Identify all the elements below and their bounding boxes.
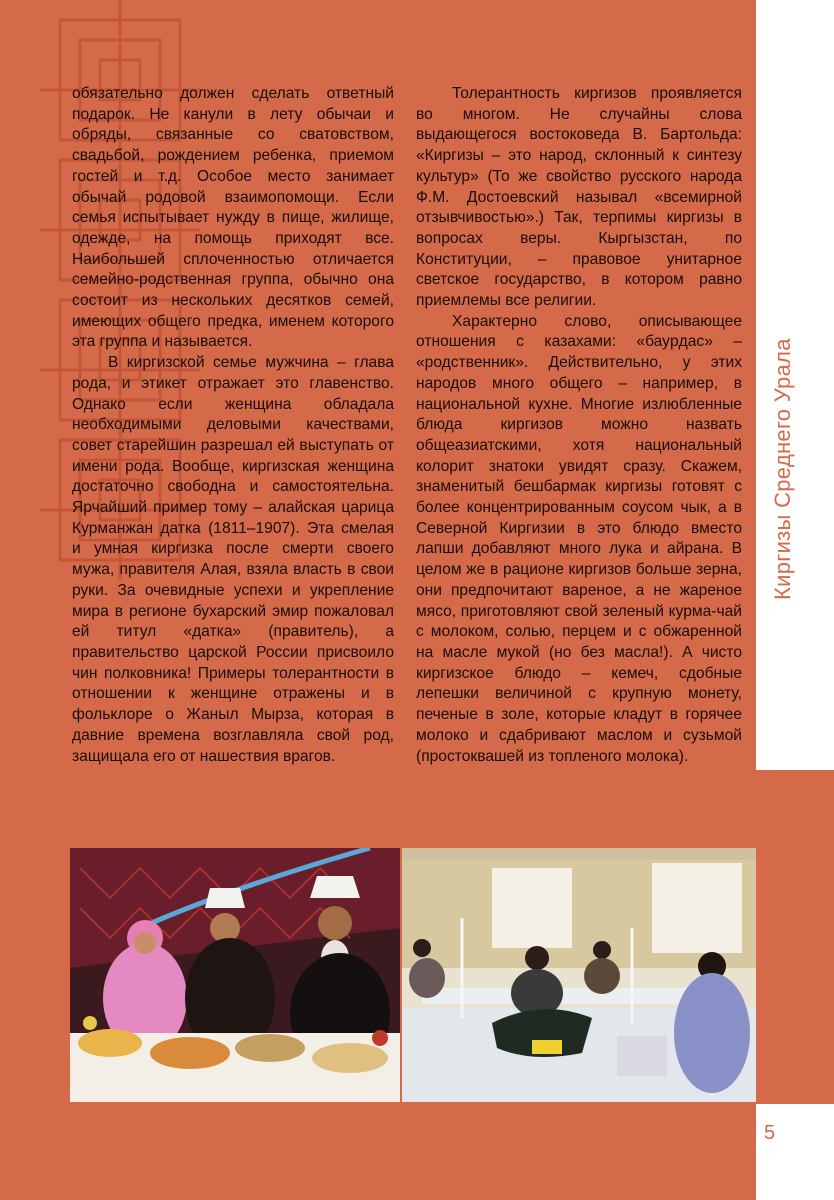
right-text-column [416,84,742,767]
side-title: Киргизы Среднего Урала [770,338,795,600]
footer-band [756,1104,834,1200]
page-number: 5 [764,1122,776,1144]
paragraph: Характерно слово, описывающее отношения с казахами: «бауpдас» – «родственник». Действительно, у этих народов много общего – например, в национальной кухне. Многие излюбленные блюда киргизов можно назвать общеазиатскими, хотя национальный колорит знатоки увидят сразу. Скажем, знаменитый бешбармак киргизы готовят с более концентрированным соусом чык, а в Северной Киргизии в это блюдо вместо лапши добавляют много лука и айрана. В целом же в рационе киргизов больше зерна, они предпочитают вареное, а не жареное мясо, приготовляют свой зеленый курма-чай с молоком, солью, перцем и с обжаренной на масле мукой (но без масла!). А чисто киргизское блюдо – кемеч, сдобные лепешки величиной с крупную монету, печеные в золе, которые кладут в горячее молоко и сдабривают маслом и сузьмой (простоквашей из топленого молока). [416,312,742,765]
photo-family-feast [70,848,400,1102]
photo-sewing-workshop [402,848,756,1102]
paragraph: Толерантность киргизов проявляется во многом. Не случайны слова выдающегося востоковеда В. Бартольда: «Киргизы – это народ, склонный к синтезу культур» (То же свойство русского народа Ф.М. Достоевский называл «всемирной отзывчивостью».) Так, терпимы киргизы в вопросах веры. Кыргызстан, по Конституции, – правовое унитарное светское государство, в котором равно приемлемы все религии. [416,85,742,310]
left-text-column [72,84,394,767]
paragraph: обязательно должен сделать ответный подарок. Не канули в лету обычаи и обряды, связанные со сватовством, свадьбой, рождением ребенка, приемом гостей и т.д. Особое место занимает обычай родовой взаимопомощи. Если семья испытывает нужду в пище, жилище, одежде, на помощь приходят все. Наибольшей сплоченностью отличается семейно-родственная группа, обычно она состоит из нескольких десятков семей, имеющих общего предка, именем которого эта группа и называется. [72,85,394,351]
paragraph: В киргизской семье мужчина – глава рода, и этикет отражает это главенство. Однако если женщина обладала необходимыми деловыми качествами, совет старейшин разрешал ей выступать от имени рода. Вообще, киргизская женщина достаточно свободна и самостоятельна. Ярчайший пример тому – алайская царица Курманжан датка (1811–1907). Эта смелая и умная киргизка после смерти своего мужа, правителя Алая, взяла власть в свои руки. За очевидные успехи и укрепление мира в регионе бухарский эмир пожаловал ей титул «датка» (правитель), а правительство царской России присвоило чин полковника! Примеры толерантности в отношении к женщине отражены и в фольклоре о Жаныл Мырза, которая в давние времена возглавляла свой род, защищала его от нашествия врагов. [72,354,394,765]
